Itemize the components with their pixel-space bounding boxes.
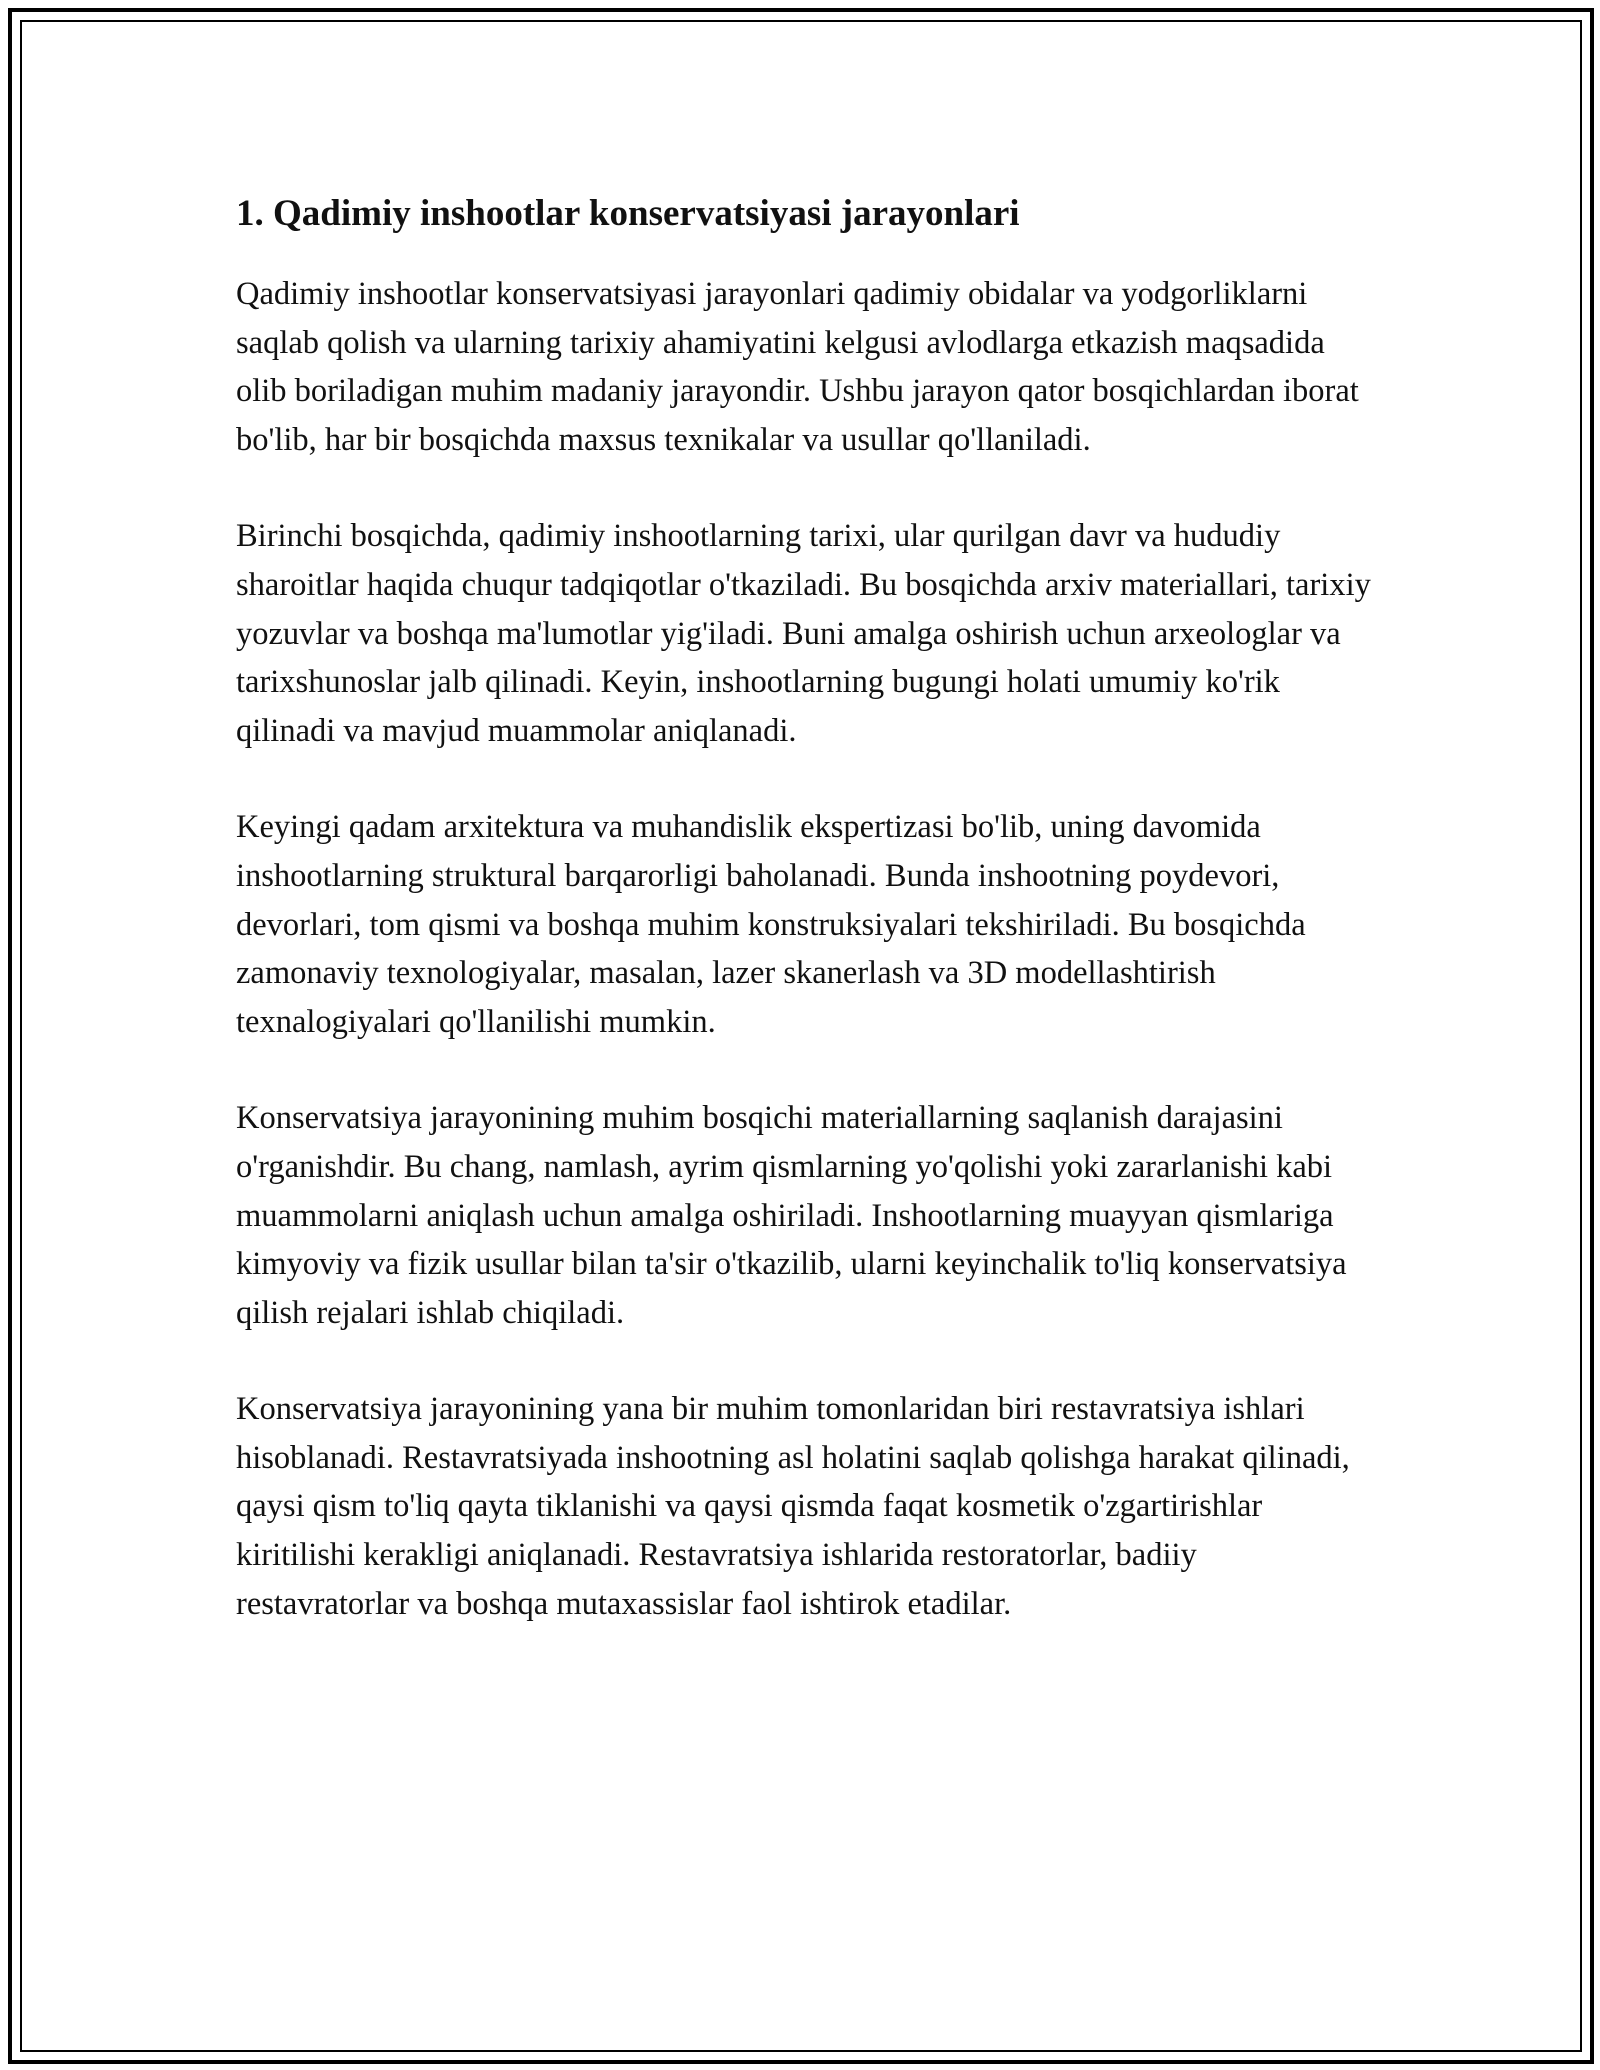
paragraph-engineering-expertise: Keyingi qadam arxitektura va muhandislik ekspertizasi bo'lib, uning davomida inshootlarning struktural barqarorligi baholanadi. Bunda inshootning poydevori, devorlari, tom qismi va boshqa muhim konstruksiyalari tekshiriladi. Bu bosqichda zamonaviy texnologiyalar, masalan, lazer skanerlash va 3D modellashtirish texnalogiyalari qo'llanilishi mumkin. [236,809,1306,1040]
paragraph-restoration: Konservatsiya jarayonining yana bir muhim tomonlaridan biri restavratsiya ishlari hisoblanadi. Restavratsiyada inshootning asl holatini saqlab qolishga harakat qilinadi, qaysi qism to'liq qayta tiklanishi va qaysi qismda faqat kosmetik o'zgartirishlar kiritilishi kerakligi aniqlanadi. Restavratsiya ishlarida restoratorlar, badiiy restavratorlar va boshqa mutaxassislar faol ishtirok etadilar. [236,1391,1350,1622]
paragraph-intro: Qadimiy inshootlar konservatsiyasi jarayonlari qadimiy obidalar va yodgorliklarni saqlab qolish va ularning tarixiy ahamiyatini kelgusi avlodlarga etkazish maqsadida olib boriladigan muhim madaniy jarayondir. Ushbu jarayon qator bosqichlardan iborat bo'lib, har bir bosqichda maxsus texnikalar va usullar qo'llaniladi. [236,276,1359,458]
paragraph-first-stage: Birinchi bosqichda, qadimiy inshootlarning tarixi, ular qurilgan davr va hududiy sharoitlar haqida chuqur tadqiqotlar o'tkaziladi. Bu bosqichda arxiv materiallari, tarixiy yozuvlar va boshqa ma'lumotlar yig'iladi. Buni amalga oshirish uchun arxeologlar va tarixshunoslar jalb qilinadi. Keyin, inshootlarning bugungi holati umumiy ko'rik qilinadi va mavjud muammolar aniqlanadi. [236,518,1371,749]
document-body [236,186,1376,1676]
document-title: 1. Qadimiy inshootlar konservatsiyasi jarayonlari [236,193,1020,234]
paragraph-material-study: Konservatsiya jarayonining muhim bosqichi materiallarning saqlanish darajasini o'rganishdir. Bu chang, namlash, ayrim qismlarning yo'qolishi yoki zararlanishi kabi muammolarni aniqlash uchun amalga oshiriladi. Inshootlarning muayyan qismlariga kimyoviy va fizik usullar bilan ta'sir o'tkazilib, ularni keyinchalik to'liq konservatsiya qilish rejalari ishlab chiqiladi. [236,1100,1347,1331]
